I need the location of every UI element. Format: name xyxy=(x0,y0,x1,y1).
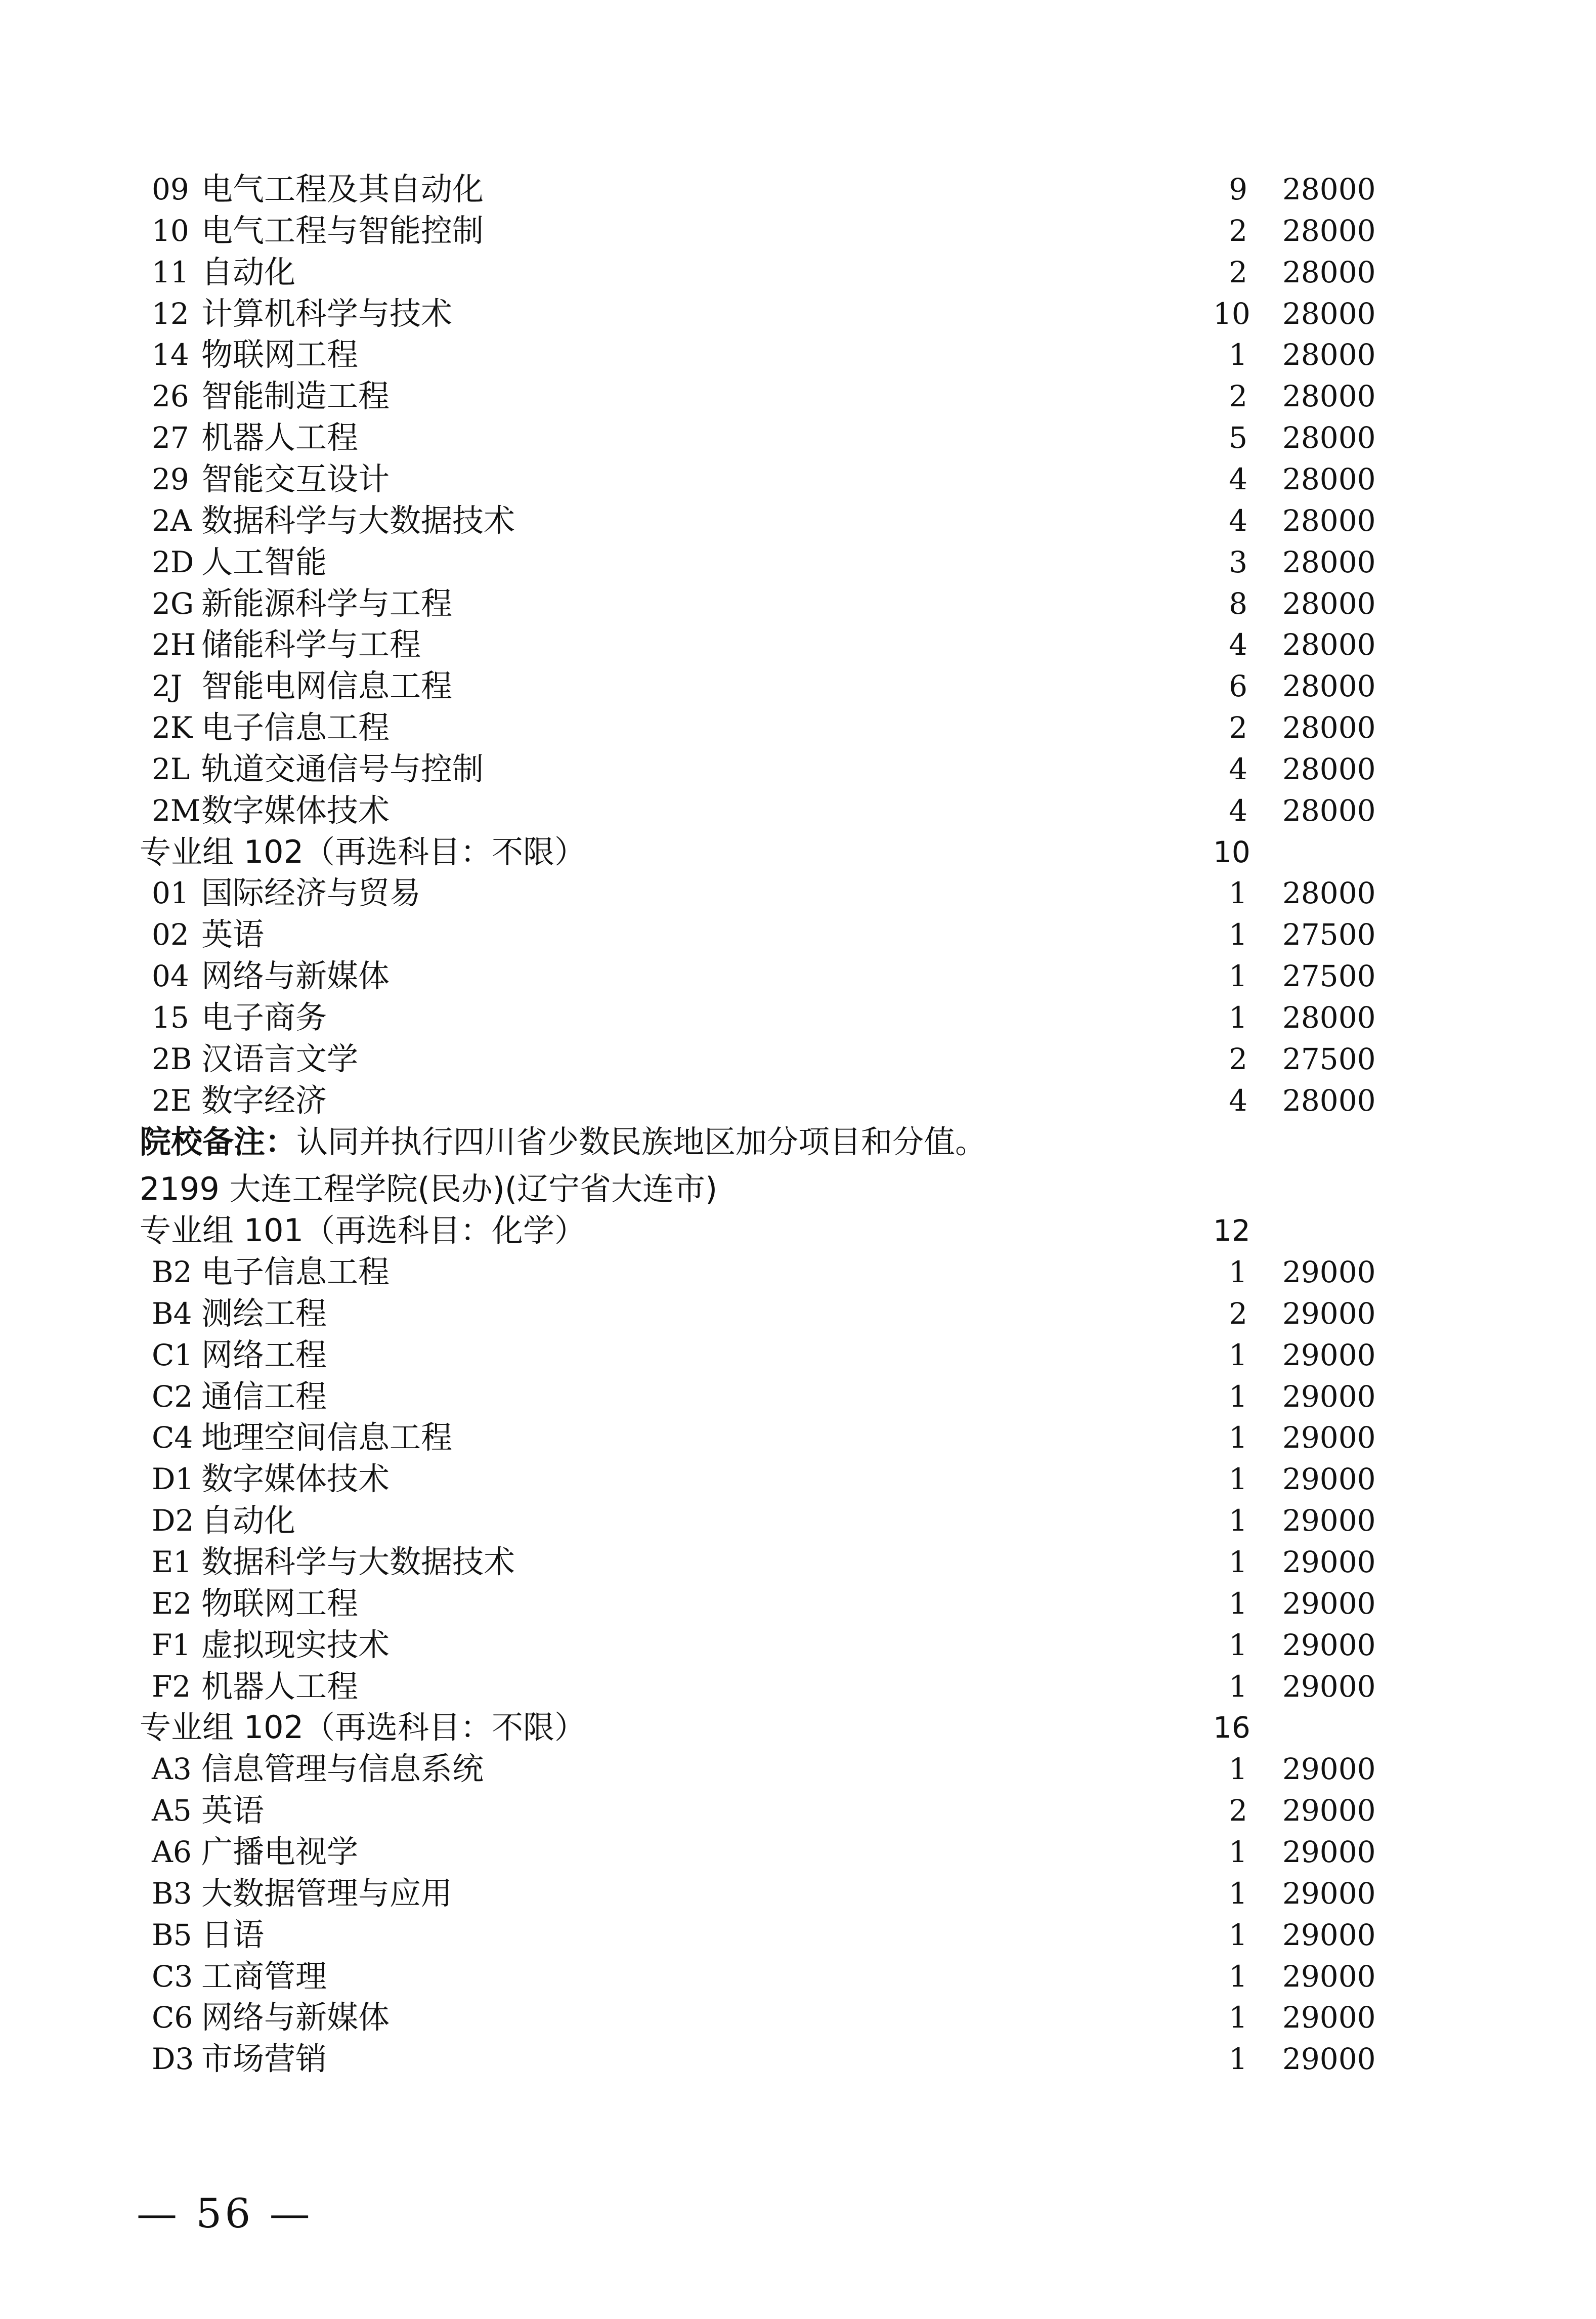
major-code: 29 xyxy=(152,462,189,496)
tuition-fee: 28000 xyxy=(1282,1000,1376,1035)
plan-count: 2 xyxy=(1229,1296,1247,1331)
tuition-fee: 29000 xyxy=(1282,1793,1376,1828)
major-name: 英语 xyxy=(201,1792,265,1829)
major-row xyxy=(0,997,1596,1038)
major-code: B5 xyxy=(152,1918,192,1952)
tuition-fee: 29000 xyxy=(1282,1296,1376,1331)
major-row xyxy=(0,1624,1596,1666)
major-name: 人工智能 xyxy=(201,543,327,580)
tuition-fee: 29000 xyxy=(1282,1669,1376,1704)
major-name: 网络与新媒体 xyxy=(201,1999,390,2036)
major-row xyxy=(0,1376,1596,1417)
group-plan-count: 12 xyxy=(1213,1213,1250,1248)
major-name: 智能电网信息工程 xyxy=(201,667,453,704)
major-row xyxy=(0,210,1596,251)
tuition-fee: 28000 xyxy=(1282,297,1376,331)
major-name: 数字经济 xyxy=(201,1082,327,1119)
major-row xyxy=(0,1790,1596,1831)
major-name: 虚拟现实技术 xyxy=(201,1626,390,1663)
plan-count: 1 xyxy=(1229,1586,1247,1621)
plan-count: 1 xyxy=(1229,959,1247,993)
major-code: D3 xyxy=(152,2042,194,2076)
tuition-fee: 28000 xyxy=(1282,255,1376,289)
major-name: 数据科学与大数据技术 xyxy=(201,1543,515,1580)
plan-count: 1 xyxy=(1229,1420,1247,1455)
major-name: 机器人工程 xyxy=(201,419,359,456)
major-code: A3 xyxy=(152,1752,192,1786)
tuition-fee: 29000 xyxy=(1282,1462,1376,1496)
school-note-body: 认同并执行四川省少数民族地区加分项目和分值。 xyxy=(296,1123,987,1160)
tuition-fee: 29000 xyxy=(1282,1338,1376,1372)
plan-count: 1 xyxy=(1229,1628,1247,1662)
major-row xyxy=(0,872,1596,914)
tuition-fee: 29000 xyxy=(1282,1628,1376,1662)
group-plan-count: 10 xyxy=(1213,835,1250,869)
tuition-fee: 28000 xyxy=(1282,503,1376,538)
major-code: 14 xyxy=(152,338,189,372)
page-number: — 56 — xyxy=(137,2190,313,2237)
plan-count: 8 xyxy=(1229,586,1247,621)
plan-count: 3 xyxy=(1229,545,1247,579)
major-code: 26 xyxy=(152,379,189,413)
major-row xyxy=(0,1956,1596,1997)
major-row xyxy=(0,1748,1596,1790)
tuition-fee: 29000 xyxy=(1282,1545,1376,1579)
major-row xyxy=(0,417,1596,458)
plan-count: 1 xyxy=(1229,1255,1247,1289)
major-name: 物联网工程 xyxy=(201,336,359,373)
major-code: D2 xyxy=(152,1503,194,1538)
major-group-title: 专业组 101（再选科目：化学） xyxy=(140,1212,586,1249)
major-name: 信息管理与信息系统 xyxy=(201,1750,484,1787)
major-code: C1 xyxy=(152,1338,193,1372)
tuition-fee: 29000 xyxy=(1282,1752,1376,1786)
major-row xyxy=(0,1293,1596,1334)
major-row xyxy=(0,624,1596,665)
major-row xyxy=(0,541,1596,583)
tuition-fee: 29000 xyxy=(1282,1835,1376,1869)
plan-count: 4 xyxy=(1229,793,1247,828)
major-code: 2L xyxy=(152,752,190,786)
major-name: 通信工程 xyxy=(201,1378,327,1415)
major-row xyxy=(0,790,1596,831)
major-name: 数字媒体技术 xyxy=(201,792,390,829)
major-group-row xyxy=(0,1210,1596,1251)
major-code: 2G xyxy=(152,586,194,621)
major-name: 数据科学与大数据技术 xyxy=(201,502,515,539)
major-group-title: 专业组 102（再选科目：不限） xyxy=(140,833,586,870)
plan-count: 1 xyxy=(1229,1000,1247,1035)
school-note-label: 院校备注： xyxy=(140,1123,297,1160)
tuition-fee: 28000 xyxy=(1282,710,1376,745)
major-row xyxy=(0,1417,1596,1458)
plan-count: 1 xyxy=(1229,1752,1247,1786)
major-name: 网络与新媒体 xyxy=(201,957,390,994)
major-code: 10 xyxy=(152,214,189,248)
major-name: 地理空间信息工程 xyxy=(201,1419,453,1456)
major-name: 国际经济与贸易 xyxy=(201,874,421,911)
major-name: 英语 xyxy=(201,916,265,953)
major-name: 市场营销 xyxy=(201,2040,327,2077)
tuition-fee: 28000 xyxy=(1282,338,1376,372)
major-code: C3 xyxy=(152,1959,193,1994)
major-name: 自动化 xyxy=(201,1502,296,1539)
plan-count: 2 xyxy=(1229,1042,1247,1076)
plan-count: 4 xyxy=(1229,1083,1247,1118)
major-code: 2K xyxy=(152,710,193,745)
plan-count: 1 xyxy=(1229,2042,1247,2076)
plan-count: 9 xyxy=(1229,172,1247,206)
major-code: 27 xyxy=(152,420,189,455)
major-code: 2J xyxy=(152,669,183,703)
major-code: C4 xyxy=(152,1420,193,1455)
tuition-fee: 29000 xyxy=(1282,1959,1376,1994)
major-name: 电子信息工程 xyxy=(201,1253,390,1290)
major-row xyxy=(0,251,1596,293)
major-code: 12 xyxy=(152,297,189,331)
tuition-fee: 28000 xyxy=(1282,172,1376,206)
major-name: 自动化 xyxy=(201,254,296,290)
plan-count: 4 xyxy=(1229,752,1247,786)
plan-count: 1 xyxy=(1229,1918,1247,1952)
plan-count: 1 xyxy=(1229,1835,1247,1869)
plan-count: 4 xyxy=(1229,503,1247,538)
major-name: 网络工程 xyxy=(201,1336,327,1373)
major-row xyxy=(0,914,1596,955)
tuition-fee: 28000 xyxy=(1282,1083,1376,1118)
major-name: 电气工程与智能控制 xyxy=(201,212,484,249)
plan-count: 1 xyxy=(1229,1462,1247,1496)
major-name: 工商管理 xyxy=(201,1958,327,1995)
major-code: 2M xyxy=(152,793,201,828)
school-title: 2199 大连工程学院(民办)(辽宁省大连市) xyxy=(140,1170,718,1207)
major-code: C6 xyxy=(152,2000,193,2035)
major-row xyxy=(0,1080,1596,1121)
major-row xyxy=(0,583,1596,624)
school-note-text xyxy=(140,1121,986,1163)
plan-count: 10 xyxy=(1213,297,1250,331)
tuition-fee: 28000 xyxy=(1282,214,1376,248)
major-code: D1 xyxy=(152,1462,194,1496)
major-code: 02 xyxy=(152,917,189,952)
tuition-fee: 27500 xyxy=(1282,917,1376,952)
major-name: 计算机科学与技术 xyxy=(201,295,453,332)
major-row xyxy=(0,1873,1596,1914)
plan-count: 6 xyxy=(1229,669,1247,703)
plan-count: 2 xyxy=(1229,255,1247,289)
tuition-fee: 29000 xyxy=(1282,2042,1376,2076)
plan-count: 1 xyxy=(1229,876,1247,910)
tuition-fee: 29000 xyxy=(1282,1379,1376,1414)
major-name: 广播电视学 xyxy=(201,1833,359,1870)
tuition-fee: 28000 xyxy=(1282,627,1376,662)
major-name: 数字媒体技术 xyxy=(201,1460,390,1497)
major-row xyxy=(0,293,1596,334)
major-row xyxy=(0,1038,1596,1080)
major-code: 04 xyxy=(152,959,189,993)
major-row xyxy=(0,1831,1596,1873)
plan-count: 5 xyxy=(1229,420,1247,455)
plan-count: 2 xyxy=(1229,214,1247,248)
major-row xyxy=(0,665,1596,707)
plan-count: 1 xyxy=(1229,917,1247,952)
major-group-row xyxy=(0,1707,1596,1748)
major-row xyxy=(0,707,1596,748)
major-code: B3 xyxy=(152,1876,192,1911)
major-code: A5 xyxy=(152,1793,192,1828)
school-header xyxy=(0,1168,1596,1210)
major-code: 11 xyxy=(152,255,189,289)
major-name: 智能制造工程 xyxy=(201,377,390,414)
major-code: 2A xyxy=(152,503,192,538)
major-name: 新能源科学与工程 xyxy=(201,585,453,622)
major-code: 2B xyxy=(152,1042,192,1076)
tuition-fee: 28000 xyxy=(1282,876,1376,910)
tuition-fee: 29000 xyxy=(1282,1876,1376,1911)
tuition-fee: 29000 xyxy=(1282,1420,1376,1455)
major-row xyxy=(0,1334,1596,1376)
major-code: 01 xyxy=(152,876,189,910)
major-row xyxy=(0,168,1596,210)
tuition-fee: 29000 xyxy=(1282,1255,1376,1289)
tuition-fee: 29000 xyxy=(1282,1586,1376,1621)
tuition-fee: 28000 xyxy=(1282,379,1376,413)
major-name: 电子商务 xyxy=(201,999,327,1036)
major-code: 15 xyxy=(152,1000,189,1035)
plan-count: 2 xyxy=(1229,710,1247,745)
major-code: B2 xyxy=(152,1255,192,1289)
tuition-fee: 29000 xyxy=(1282,1503,1376,1538)
major-code: 2D xyxy=(152,545,194,579)
major-code: 09 xyxy=(152,172,189,206)
major-row xyxy=(0,375,1596,417)
plan-count: 1 xyxy=(1229,1338,1247,1372)
tuition-fee: 28000 xyxy=(1282,586,1376,621)
major-row xyxy=(0,458,1596,500)
major-row xyxy=(0,1458,1596,1500)
major-row xyxy=(0,1500,1596,1541)
group-plan-count: 16 xyxy=(1213,1710,1250,1745)
major-row xyxy=(0,1541,1596,1583)
major-code: E2 xyxy=(152,1586,192,1621)
plan-count: 4 xyxy=(1229,627,1247,662)
major-row xyxy=(0,1914,1596,1956)
major-name: 汉语言文学 xyxy=(201,1040,359,1077)
major-row xyxy=(0,1251,1596,1293)
tuition-fee: 27500 xyxy=(1282,959,1376,993)
major-name: 轨道交通信号与控制 xyxy=(201,750,484,787)
major-code: 2E xyxy=(152,1083,192,1118)
tuition-fee: 28000 xyxy=(1282,669,1376,703)
major-row xyxy=(0,1997,1596,2038)
tuition-fee: 28000 xyxy=(1282,752,1376,786)
tuition-fee: 28000 xyxy=(1282,793,1376,828)
major-code: A6 xyxy=(152,1835,192,1869)
major-code: C2 xyxy=(152,1379,193,1414)
major-name: 测绘工程 xyxy=(201,1295,327,1332)
major-group-title: 专业组 102（再选科目：不限） xyxy=(140,1709,586,1746)
tuition-fee: 27500 xyxy=(1282,1042,1376,1076)
major-row xyxy=(0,1666,1596,1707)
plan-count: 4 xyxy=(1229,462,1247,496)
tuition-fee: 29000 xyxy=(1282,2000,1376,2035)
major-name: 电子信息工程 xyxy=(201,709,390,746)
major-row xyxy=(0,500,1596,541)
plan-count: 1 xyxy=(1229,1545,1247,1579)
major-row xyxy=(0,1583,1596,1624)
major-name: 物联网工程 xyxy=(201,1585,359,1622)
major-group-row xyxy=(0,831,1596,873)
plan-count: 1 xyxy=(1229,1669,1247,1704)
plan-count: 2 xyxy=(1229,379,1247,413)
major-row xyxy=(0,334,1596,375)
plan-count: 1 xyxy=(1229,1876,1247,1911)
major-name: 日语 xyxy=(201,1916,265,1953)
major-code: E1 xyxy=(152,1545,192,1579)
major-row xyxy=(0,2038,1596,2080)
major-code: F2 xyxy=(152,1669,191,1704)
plan-count: 1 xyxy=(1229,1379,1247,1414)
major-name: 机器人工程 xyxy=(201,1668,359,1705)
major-row xyxy=(0,748,1596,790)
major-name: 大数据管理与应用 xyxy=(201,1875,453,1912)
major-name: 储能科学与工程 xyxy=(201,626,421,663)
plan-count: 1 xyxy=(1229,338,1247,372)
tuition-fee: 28000 xyxy=(1282,420,1376,455)
major-row xyxy=(0,955,1596,997)
tuition-fee: 28000 xyxy=(1282,545,1376,579)
major-code: 2H xyxy=(152,627,196,662)
plan-count: 1 xyxy=(1229,2000,1247,2035)
plan-count: 2 xyxy=(1229,1793,1247,1828)
major-code: B4 xyxy=(152,1296,192,1331)
major-code: F1 xyxy=(152,1628,191,1662)
major-name: 智能交互设计 xyxy=(201,460,390,497)
tuition-fee: 29000 xyxy=(1282,1918,1376,1952)
tuition-fee: 28000 xyxy=(1282,462,1376,496)
school-note xyxy=(0,1121,1596,1163)
major-name: 电气工程及其自动化 xyxy=(201,171,484,207)
plan-count: 1 xyxy=(1229,1503,1247,1538)
plan-count: 1 xyxy=(1229,1959,1247,1994)
